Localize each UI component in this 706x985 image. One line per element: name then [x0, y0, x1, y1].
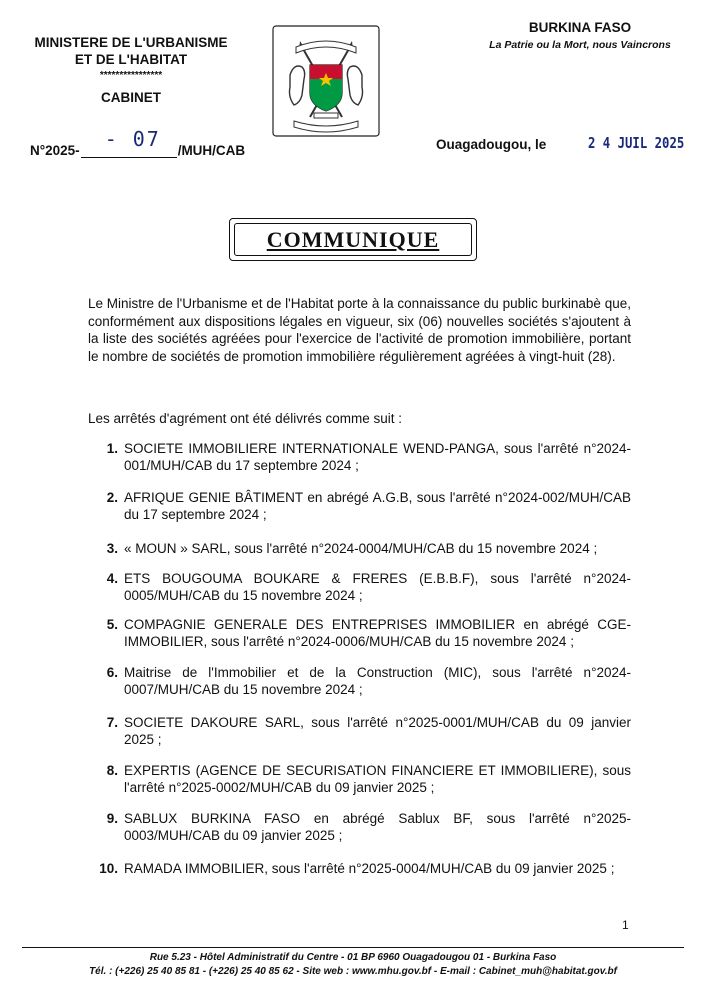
- list-item-text: SOCIETE DAKOURE SARL, sous l'arrêté n°2025-0001/MUH/CAB du 09 janvier 2025 ;: [124, 715, 631, 747]
- communique-title-box: [229, 218, 477, 261]
- list-item-number: 5.: [106, 617, 118, 632]
- list-item-text: ETS BOUGOUMA BOUKARE & FRERES (E.B.B.F), sous l'arrêté n°2024-0005/MUH/CAB du 15 novembre 2024 ;: [124, 571, 631, 603]
- list-item-number: 3.: [106, 541, 118, 556]
- list-item-number: 7.: [106, 715, 118, 730]
- national-motto: La Patrie ou la Mort, nous Vaincrons: [489, 39, 671, 51]
- place-date-label: Ouagadougou, le: [436, 137, 547, 152]
- footer-address: Rue 5.23 - Hôtel Administratif du Centre - 01 BP 6960 Ouagadougou 01 - Burkina Faso: [149, 952, 557, 963]
- date-stamp: 2 4 JUIL 2025: [588, 134, 685, 152]
- ministry-line-2: ET DE L'HABITAT: [74, 52, 188, 67]
- list-item-text: COMPAGNIE GENERALE DES ENTREPRISES IMMOBILIER en abrégé CGE-IMMOBILIER, sous l'arrêté n°2024-0006/MUH/CAB du 15 novembre 2024 ;: [124, 617, 631, 649]
- page-number: 1: [622, 918, 629, 932]
- list-item-number: 2.: [106, 490, 118, 505]
- list-item-number: 8.: [106, 763, 118, 778]
- list-item-text: AFRIQUE GENIE BÂTIMENT en abrégé A.G.B, sous l'arrêté n°2024-002/MUH/CAB du 17 septembre 2024 ;: [124, 490, 631, 522]
- list-item-number: 1.: [106, 441, 118, 456]
- list-item-number: 9.: [106, 811, 118, 826]
- list-item-text: Maitrise de l'Immobilier et de la Construction (MIC), sous l'arrêté n°2024-0007/MUH/CAB du 15 novembre 2024 ;: [124, 665, 631, 697]
- ministry-name: [22, 34, 240, 68]
- list-item-number: 4.: [106, 571, 118, 586]
- reference-number: [30, 127, 246, 158]
- list-item-number: 6.: [106, 665, 118, 680]
- coat-of-arms-icon: [272, 25, 380, 137]
- ministry-line-1: MINISTERE DE L'URBANISME: [34, 35, 228, 50]
- list-item-text: SOCIETE IMMOBILIERE INTERNATIONALE WEND-PANGA, sous l'arrêté n°2024-001/MUH/CAB du 17 septembre 2024 ;: [124, 441, 631, 473]
- ref-suffix: /MUH/CAB: [177, 143, 246, 158]
- page-title: COMMUNIQUE: [234, 223, 472, 256]
- coat-of-arms-emblem: [272, 25, 380, 137]
- list-item-text: RAMADA IMMOBILIER, sous l'arrêté n°2025-0004/MUH/CAB du 09 janvier 2025 ;: [124, 861, 615, 876]
- list-item-text: « MOUN » SARL, sous l'arrêté n°2024-0004/MUH/CAB du 15 novembre 2024 ;: [124, 541, 598, 556]
- intro-paragraph: Le Ministre de l'Urbanisme et de l'Habitat porte à la connaissance du public burkinabè que, conformément aux dispositions légales en vigueur, six (06) nouvelles sociétés s'ajoutent à la liste des sociétés agréées pour l'exercice de l'activité de promotion immobilière, portant le nombre de sociétés de promotion immobilière régulièrement agréées à vingt-huit (28).: [88, 296, 631, 364]
- list-item-number: 10.: [99, 861, 118, 876]
- country-name: BURKINA FASO: [528, 20, 632, 35]
- ref-blank: [81, 127, 177, 158]
- footer-contacts: Tél. : (+226) 25 40 85 81 - (+226) 25 40 85 62 - Site web : www.mhu.gov.bf - E-mail : Cabinet_muh@habitat.gov.bf: [89, 966, 617, 977]
- list-item-text: EXPERTIS (AGENCE DE SECURISATION FINANCIERE ET IMMOBILIERE), sous l'arrêté n°2025-0002/MUH/CAB du 09 janvier 2025 ;: [124, 763, 631, 795]
- list-item-text: SABLUX BURKINA FASO en abrégé Sablux BF, sous l'arrêté n°2025-0003/MUH/CAB du 09 janvier 2025 ;: [124, 811, 631, 843]
- list-intro: Les arrêtés d'agrément ont été délivrés comme suit :: [88, 411, 402, 426]
- ref-handwritten-number: - 07: [104, 127, 161, 151]
- cabinet-label: CABINET: [101, 90, 161, 105]
- ref-prefix: N°2025-: [30, 143, 80, 158]
- footer-divider: [22, 947, 684, 948]
- stars-separator: ****************: [99, 70, 163, 81]
